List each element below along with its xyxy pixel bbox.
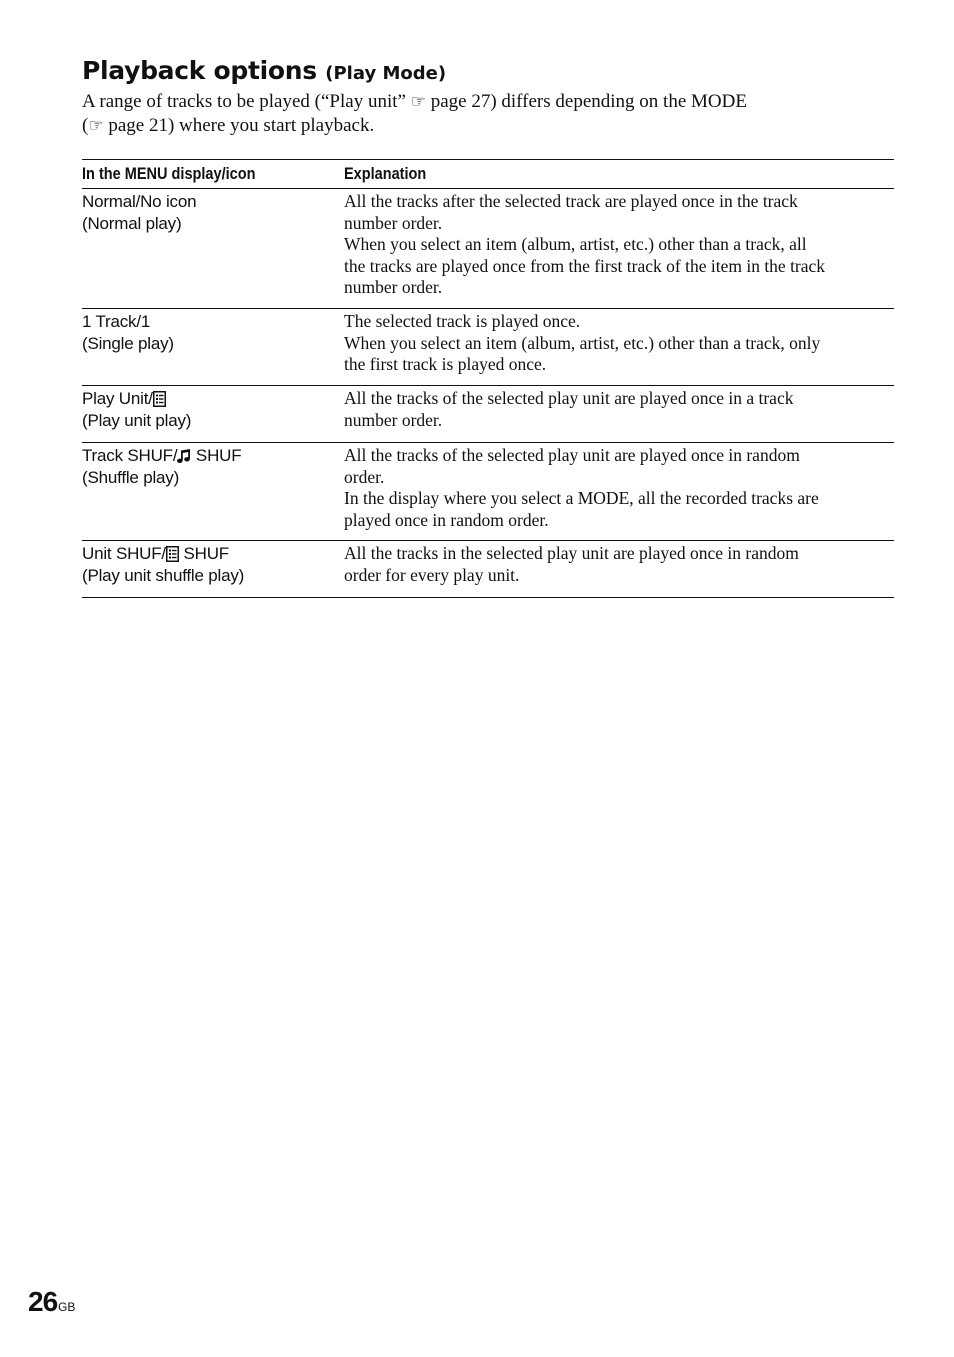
- page-number: 26: [28, 1286, 58, 1317]
- table-row: [82, 189, 894, 309]
- explanation-line: When you select an item (album, artist, etc.) other than a track, all: [344, 234, 807, 254]
- explanation-line: the tracks are played once from the first track of the item in the track: [344, 255, 826, 276]
- table-row: [82, 443, 894, 541]
- play-unit-list-icon: [153, 391, 166, 407]
- mode-cell: [82, 309, 344, 386]
- mode-name-suffix: SHUF: [191, 446, 242, 465]
- mode-cell: [82, 386, 344, 443]
- explanation-line: played once in random order.: [344, 509, 549, 530]
- explanation-line: In the display where you select a MODE, all the recorded tracks are: [344, 488, 819, 508]
- pointing-hand-icon: ☞: [88, 116, 104, 135]
- header-explanation: Explanation: [344, 164, 427, 183]
- heading-sub: (Play Mode): [325, 63, 447, 84]
- mode-cell: [82, 541, 344, 598]
- mode-cell: [82, 443, 344, 541]
- explanation-line: All the tracks after the selected track are played once in the track: [344, 191, 798, 211]
- table-row: [82, 309, 894, 386]
- mode-name: 1 Track/1: [82, 312, 151, 331]
- explanation-line: All the tracks of the selected play unit are played once in a track: [344, 388, 794, 408]
- explanation-cell: [344, 309, 894, 386]
- mode-name-text: Play Unit/: [82, 389, 153, 408]
- mode-description: (Shuffle play): [82, 468, 180, 487]
- explanation-line: All the tracks of the selected play unit are played once in random: [344, 445, 800, 465]
- mode-cell: [82, 189, 344, 309]
- explanation-line: number order.: [344, 277, 443, 297]
- explanation-line: the first track is played once.: [344, 354, 547, 374]
- page-heading: [82, 56, 446, 85]
- mode-description: (Normal play): [82, 214, 182, 233]
- explanation-line: The selected track is played once.: [344, 311, 581, 331]
- intro-text-4: page 21) where you start playback.: [103, 115, 375, 136]
- table-row: [82, 541, 894, 598]
- explanation-cell: [344, 386, 894, 443]
- explanation-line: number order.: [344, 212, 443, 233]
- intro-text-1: A range of tracks to be played (“Play unit”: [82, 91, 411, 112]
- intro-text-3: (: [82, 115, 89, 136]
- play-mode-table: [82, 159, 894, 598]
- mode-name: [82, 388, 344, 410]
- table-row: [82, 386, 894, 443]
- mode-name: [82, 445, 344, 467]
- mode-name-suffix: SHUF: [178, 544, 229, 563]
- table-header-row: [82, 160, 894, 189]
- pointing-hand-icon: ☞: [410, 92, 426, 111]
- mode-name-text: Unit SHUF/: [82, 544, 166, 563]
- explanation-cell: [344, 443, 894, 541]
- explanation-line: number order.: [344, 409, 443, 430]
- mode-description: (Single play): [82, 334, 174, 353]
- mode-name: Normal/No icon: [82, 192, 197, 211]
- header-menu-display: In the MENU display/icon: [82, 164, 256, 183]
- explanation-line: When you select an item (album, artist, etc.) other than a track, only: [344, 332, 821, 353]
- explanation-line: order.: [344, 466, 385, 487]
- explanation-line: All the tracks in the selected play unit are played once in random: [344, 543, 799, 563]
- heading-main: Playback options: [82, 56, 317, 85]
- mode-description: (Play unit shuffle play): [82, 566, 245, 585]
- intro-paragraph: [82, 90, 862, 138]
- play-unit-list-icon: [166, 546, 179, 562]
- mode-name-text: Track SHUF/: [82, 446, 178, 465]
- explanation-cell: [344, 541, 894, 598]
- mode-description: (Play unit play): [82, 411, 192, 430]
- music-note-icon: [177, 448, 191, 464]
- mode-name: [82, 543, 344, 565]
- explanation-line: order for every play unit.: [344, 564, 520, 585]
- explanation-cell: [344, 189, 894, 309]
- intro-text-2: page 27) differs depending on the MODE: [425, 91, 747, 112]
- page-language-suffix: GB: [58, 1300, 76, 1314]
